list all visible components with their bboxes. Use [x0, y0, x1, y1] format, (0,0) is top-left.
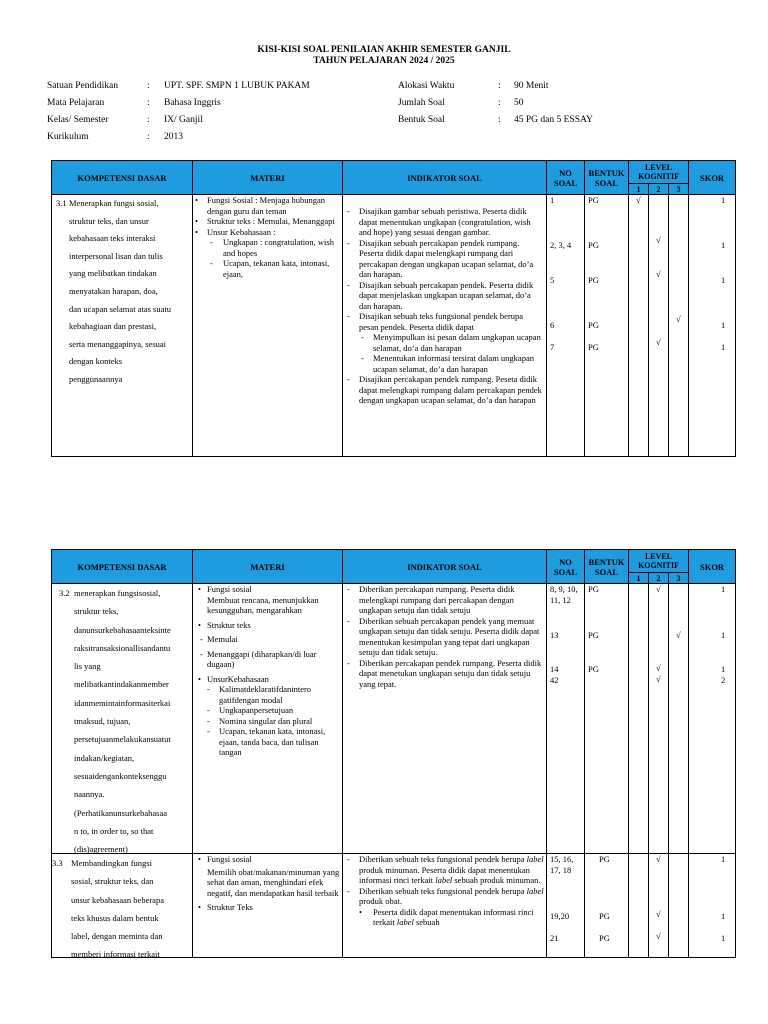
materi-text: Kalimatdeklaratifdanintero gatifdengan modal: [219, 684, 312, 705]
materi-item: [193, 674, 342, 685]
dash: -: [347, 206, 350, 216]
materi-cell: [193, 195, 343, 457]
materi-item: [193, 227, 342, 238]
materi-item: [193, 854, 342, 865]
level-1-cell: [629, 195, 649, 457]
level-2-cell: [649, 195, 669, 457]
dash: -: [207, 715, 210, 726]
bentuk-soal: PG: [588, 275, 599, 285]
info-label: Satuan Pendidikan: [47, 81, 118, 91]
materi-cell: [193, 584, 343, 854]
indikator-text: Diberikan percakapan pendek rumpang. Peserta didik dapat menetukan ungkapan setuju dan tidak setuju yang tepat.: [359, 657, 542, 689]
info-row: [398, 80, 728, 97]
skor: 1: [721, 195, 726, 205]
no-soal: 15, 16, 17, 18: [550, 854, 574, 875]
kd-line: danunsurkebahasaanteksinte: [74, 624, 171, 635]
kd-line: memberi informasi terkait: [71, 949, 160, 960]
check-icon: √: [656, 931, 661, 941]
materi-text: Ungkapan : congratulation, wish and hopes: [223, 237, 334, 258]
info-label: Bentuk Soal: [398, 115, 445, 125]
materi-subitem: [193, 684, 342, 705]
header-materi: MATERI: [193, 161, 343, 195]
info-value: 50: [514, 98, 524, 108]
skor-cell: [689, 584, 736, 854]
info-value: UPT. SPF. SMPN 1 LUBUK PAKAM: [164, 81, 310, 91]
materi-text: Fungsi sosial: [207, 584, 252, 594]
indikator-text: Diberikan percakapan rumpang. Peserta didik melengkapi rumpang dari percakapan dengan ungkapan setuju dan tidak setuju: [359, 584, 515, 615]
bentuk-soal: PG: [588, 630, 599, 640]
info-colon: :: [147, 115, 150, 125]
bentuk-soal: PG: [588, 584, 599, 594]
info-value: IX/ Ganjil: [164, 115, 203, 125]
bentuk-cell: [585, 195, 629, 457]
materi-text: Unsur Kebahasaan :: [207, 226, 276, 237]
info-label: Mata Pelajaran: [47, 98, 105, 108]
check-icon: √: [676, 630, 681, 640]
header-indikator: INDIKATOR SOAL: [343, 550, 547, 584]
indikator-item: [343, 854, 544, 886]
info-row: [398, 97, 728, 114]
materi-item: [193, 195, 342, 216]
dash: -: [347, 854, 350, 864]
kd-text: [71, 854, 191, 964]
kd-line: Membandingkan fungsi: [71, 858, 152, 868]
kd-line: serta menanggapinya, sesuai: [69, 338, 167, 349]
bullet: •: [195, 226, 198, 237]
indikator-text: Disajikan percakapan pendek rumpang. Peseta didik dapat melengkapi rumpang dalam percakapan pendek dengan ungkapan ucapan selamat, do’a dan harapan: [359, 374, 542, 405]
kd-line: sesuaidengankonteksenggu: [74, 770, 167, 781]
materi-text: Ucapan, tekanan kata, intonasi, ejaan,: [223, 258, 330, 279]
kd-cell: [52, 195, 193, 457]
kd-line: label, dengan meminta dan: [71, 931, 163, 942]
document-title: [0, 45, 768, 67]
no-soal: 1: [550, 195, 555, 205]
header-skor: SKOR: [689, 550, 736, 584]
indikator-subitem: [343, 907, 544, 928]
info-colon: :: [147, 132, 150, 142]
no-soal: 7: [550, 342, 555, 352]
materi-text: Menanggapi (diharapkan/di luar dugaan): [207, 648, 317, 669]
info-colon: :: [498, 98, 501, 108]
skor: 2: [721, 675, 726, 685]
label-word: label: [435, 875, 453, 885]
bentuk-soal: PG: [588, 195, 599, 205]
header-kompetensi: KOMPETENSI DASAR: [52, 550, 193, 584]
info-row: [47, 80, 377, 97]
kd-line: Menerapkan fungsi sosial,: [69, 198, 159, 208]
dash: -: [207, 684, 210, 694]
level-1-cell: [629, 584, 649, 854]
kd-line: naannya.: [74, 789, 105, 800]
info-value: 90 Menit: [514, 81, 549, 91]
info-row: [47, 114, 377, 131]
materi-text: Ungkapanpersetujuan: [219, 705, 294, 715]
info-colon: :: [147, 81, 150, 91]
bentuk-soal: PG: [599, 854, 610, 864]
indikator-text: Peserta didik dapat menentukan informasi rinci terkait: [373, 906, 534, 927]
info-colon: :: [147, 98, 150, 108]
indikator-item: [343, 374, 544, 406]
kd-line: raksitransaksionallisandantu: [74, 642, 171, 653]
kd-line: kebahasaan teks interaksi: [69, 233, 156, 244]
bentuk-cell: [585, 584, 629, 854]
level-3-cell: [669, 854, 689, 958]
no-soal-cell: [547, 854, 585, 958]
materi-text: Ucapan, tekanan kata, intonasi, ejaan, tanda baca, dan tulisan tangan: [219, 726, 326, 757]
materi-item: [193, 620, 342, 631]
dash: -: [207, 705, 210, 715]
no-soal: 5: [550, 275, 555, 285]
indikator-item: [343, 886, 544, 907]
info-row: [398, 114, 728, 131]
header-materi: MATERI: [193, 550, 343, 584]
indikator-text: produk obat.: [359, 896, 402, 906]
kd-line: sosial, struktur teks, dan: [71, 876, 154, 887]
check-icon: √: [656, 235, 661, 245]
no-soal: 8, 9, 10, 11, 12: [550, 584, 578, 605]
dash: -: [347, 311, 350, 321]
indikator-text: Diberikan sebuah teks fungsional pendek berupa: [359, 854, 527, 864]
header-bentuk-soal: BENTUK SOAL: [585, 550, 629, 584]
no-soal: 21: [550, 933, 559, 943]
bullet: •: [198, 673, 201, 684]
indikator-item: [343, 658, 544, 690]
indikator-text: sebuah produk minuman.: [452, 875, 541, 885]
info-value: 2013: [164, 132, 183, 142]
indikator-subitem: [343, 332, 544, 353]
title-line-2: TAHUN PELAJARAN 2024 / 2025: [313, 56, 455, 66]
materi-text: UnsurKebahasaan: [207, 673, 269, 684]
kd-line: struktur teks, dan unsur: [69, 215, 149, 226]
skor: 1: [721, 664, 726, 674]
header-level: LEVEL KOGNITIF: [629, 161, 689, 184]
skor: 1: [721, 320, 726, 330]
materi-text: Struktur teks : Memulai, Menanggapi: [207, 216, 335, 226]
info-label: Kelas/ Semester: [47, 115, 109, 125]
indikator-cell: [343, 195, 547, 457]
kd-line: indakan/kegiatan,: [74, 752, 135, 763]
check-icon: √: [656, 269, 661, 279]
bentuk-soal: PG: [599, 911, 610, 921]
info-colon: :: [498, 81, 501, 91]
info-row: [47, 131, 377, 148]
header-level-2: 2: [649, 184, 669, 195]
indikator-item: [343, 616, 544, 658]
kd-line: struktur teks,: [74, 606, 119, 617]
bullet: •: [359, 906, 362, 917]
bentuk-soal: PG: [588, 342, 599, 352]
skor: 1: [721, 240, 726, 250]
indikator-text: sebuah: [413, 917, 440, 927]
dash: -: [207, 726, 210, 736]
skor: 1: [721, 342, 726, 352]
skor: 1: [721, 933, 726, 943]
kd-line: interpersonal lisan dan tulis: [69, 250, 163, 261]
level-2-cell: [649, 854, 669, 958]
dash: -: [347, 279, 350, 290]
bullet: •: [198, 584, 201, 594]
materi-subitem: [193, 649, 342, 670]
indikator-text: Disajikan sebuah teks fungsional pendek berupa pesan pendek. Peserta didik dapat: [359, 311, 524, 332]
bullet: •: [198, 902, 201, 912]
info-right: [398, 80, 728, 131]
materi-text: Struktur teks: [207, 619, 251, 630]
materi-subitem: [193, 726, 342, 758]
bentuk-soal: PG: [588, 664, 599, 674]
kd-line: penggunaannya: [69, 373, 123, 384]
no-soal: 14: [550, 664, 559, 674]
dash: -: [347, 657, 350, 668]
indikator-item: [343, 206, 544, 238]
materi-cell: [193, 854, 343, 958]
info-left: [47, 80, 377, 148]
indikator-text: Disajikan gambar sebuah peristiwa. Peserta didik dapat menentukan ungkapan (congratulation, wish and hope) yang sesuai dengan gambar.: [359, 206, 531, 237]
materi-subitem: [193, 634, 342, 645]
kd-line: idanmemintainformasiterkai: [74, 697, 171, 708]
kd-line: melibatkantindakanmember: [74, 679, 169, 690]
materi-subitem: [193, 705, 342, 716]
dash: -: [347, 885, 350, 896]
header-indikator: INDIKATOR SOAL: [343, 161, 547, 195]
kd-line: dengan konteks: [69, 356, 123, 367]
indikator-text: Diberikan sebuah percakapan pendek yang memuat ungkapan setuju dan tidak setuju. Peserta didik dapat menentukan kesimpulan yang tepat dari ungkapan setuju dan tidak setuju.: [359, 615, 540, 657]
materi-text: Nomina singular dan plural: [219, 715, 313, 726]
indikator-text: produk minuman. Peserta didik dapat menentukan informasi rinci terkait: [359, 864, 530, 885]
bullet: •: [198, 619, 201, 630]
title-line-1: KISI-KISI SOAL PENILAIAN AKHIR SEMESTER GANJIL: [257, 45, 511, 55]
indikator-item: [343, 584, 544, 616]
check-icon: √: [656, 909, 661, 919]
kd-line: yang melibatkan tindakan: [69, 268, 157, 279]
check-icon: √: [656, 674, 661, 684]
kd-line: unsur kebahasaan beberapa: [71, 894, 164, 905]
indikator-text: Menentukan informasi tersirat dalam ungkapan ucapan selamat, do’a dan harapan: [373, 353, 534, 374]
info-value: Bahasa Inggris: [164, 98, 221, 108]
check-icon: √: [656, 337, 661, 347]
header-level-2: 2: [649, 573, 669, 584]
indikator-item: [343, 311, 544, 332]
dash: -: [361, 332, 364, 342]
no-soal: 13: [550, 630, 559, 640]
label-word: label: [396, 917, 414, 927]
materi-desc: Memilih obat/makanan/minuman yang sehat dan aman, menghindari efek negatif, dan mendapatkan hasil terbaik: [207, 866, 340, 898]
header-kompetensi: KOMPETENSI DASAR: [52, 161, 193, 195]
skor: 1: [721, 911, 726, 921]
kd-line: n to, in order to, so that: [74, 825, 154, 836]
kd-line: lis yang: [74, 661, 101, 672]
check-icon: √: [656, 584, 661, 594]
header-level-3: 3: [669, 573, 689, 584]
header-level-1: 1: [629, 184, 649, 195]
materi-subitem: [193, 716, 342, 727]
materi-desc: Membuat rencana, menunjukkan kesungguhan, mengarahkan: [207, 594, 319, 615]
dash: -: [210, 237, 213, 247]
materi-item: [193, 902, 342, 913]
no-soal-cell: [547, 584, 585, 854]
bullet: •: [195, 195, 198, 205]
header-bentuk-soal: BENTUK SOAL: [585, 161, 629, 195]
header-level-3: 3: [669, 184, 689, 195]
bentuk-soal: PG: [588, 240, 599, 250]
kd-line: (Perhatikanunsurkebahasaa: [74, 807, 167, 818]
check-icon: √: [656, 663, 661, 673]
indikator-text: Menyimpulkan isi pesan dalam ungkapan ucapan selamat, do’a dan harapan: [373, 332, 541, 353]
dash: -: [347, 374, 350, 384]
header-skor: SKOR: [689, 161, 736, 195]
level-2-cell: [649, 584, 669, 854]
kd-number: 3.1: [56, 198, 67, 208]
dash: -: [200, 634, 203, 644]
dash: -: [361, 353, 364, 363]
check-icon: √: [676, 314, 681, 324]
bentuk-soal: PG: [599, 933, 610, 943]
header-no-soal: NO SOAL: [547, 550, 585, 584]
skor-cell: [689, 854, 736, 958]
info-label: Kurikulum: [47, 132, 89, 142]
label-word: label: [526, 885, 544, 896]
kd-text: [74, 584, 191, 858]
indikator-item: [343, 238, 544, 280]
materi-text: Struktur Teks: [207, 902, 253, 912]
info-row: [47, 97, 377, 114]
indikator-text: Diberikan sebuah teks fungsional pendek berupa: [359, 885, 527, 896]
bentuk-cell: [585, 854, 629, 958]
kd-line: menyatakan harapan, doa,: [69, 285, 158, 296]
skor: 1: [721, 584, 726, 594]
materi-text: Memulai: [207, 634, 238, 644]
info-colon: :: [498, 115, 501, 125]
dash: -: [200, 648, 203, 659]
indikator-cell: [343, 584, 547, 854]
kd-line: teks khusus dalam bentuk: [71, 912, 159, 923]
kd-line: persetujuanmelakukansuatut: [74, 734, 171, 745]
bullet: •: [198, 854, 201, 864]
materi-subitem: [193, 258, 342, 279]
header-level: LEVEL KOGNITIF: [629, 550, 689, 573]
materi-subitem: [193, 237, 342, 258]
skor: 1: [721, 630, 726, 640]
info-value: 45 PG dan 5 ESSAY: [514, 115, 593, 125]
label-word: label: [526, 854, 544, 864]
check-icon: √: [656, 854, 661, 864]
materi-text: Fungsi Sosial : Menjaga hubungan dengan guru dan teman: [207, 195, 326, 216]
kisi-table-1: [51, 160, 736, 457]
check-icon: √: [636, 195, 641, 205]
dash: -: [347, 237, 350, 248]
kd-line: kebahagiaan dan prestasi,: [69, 321, 157, 332]
kd-number: 3.3: [52, 858, 63, 868]
indikator-text: Disajikan sebuah percakapan pendek. Peserta didik dapat menjelaskan ungkapan ucapan selamat, do’a dan harapan.: [359, 279, 534, 311]
dash: -: [210, 258, 213, 268]
bentuk-soal: PG: [588, 320, 599, 330]
kd-line: tmaksud, tujuan,: [74, 716, 131, 727]
materi-item: [193, 216, 342, 227]
info-label: Alokasi Waktu: [398, 81, 455, 91]
skor: 1: [721, 275, 726, 285]
level-3-cell: [669, 195, 689, 457]
kd-cell: [52, 584, 193, 854]
no-soal: 6: [550, 320, 555, 330]
no-soal: 2, 3, 4: [550, 240, 572, 250]
skor-cell: [689, 195, 736, 457]
no-soal: 42: [550, 675, 559, 685]
no-soal: 19,20: [550, 911, 570, 921]
header-no-soal: NO SOAL: [547, 161, 585, 195]
kd-cell: [52, 854, 193, 958]
kd-line: menerapkan fungsisosial,: [74, 588, 161, 598]
kd-line: (dis)agreement): [74, 844, 128, 855]
indikator-text: Disajikan sebuah percakapan pendek rumpang. Peserta didik dapat melengkapi rumpang dari percakapan dengan ungkapan ucapan selamat, do’a dan harapan.: [359, 237, 534, 279]
indikator-subitem: [343, 353, 544, 374]
skor: 1: [721, 854, 726, 864]
materi-text: Fungsi sosial: [207, 854, 252, 864]
materi-item: [193, 584, 342, 595]
level-1-cell: [629, 854, 649, 958]
dash: -: [347, 584, 350, 594]
kd-text: [69, 195, 190, 389]
indikator-item: [343, 280, 544, 312]
kd-number: 3.2: [59, 588, 70, 598]
indikator-cell: [343, 854, 547, 958]
info-label: Jumlah Soal: [398, 98, 445, 108]
header-level-1: 1: [629, 573, 649, 584]
dash: -: [347, 615, 350, 626]
level-3-cell: [669, 584, 689, 854]
no-soal-cell: [547, 195, 585, 457]
bullet: •: [195, 216, 198, 226]
kisi-table-2: [51, 549, 736, 958]
kd-line: dan ucapan selamat atas suatu: [69, 303, 171, 314]
